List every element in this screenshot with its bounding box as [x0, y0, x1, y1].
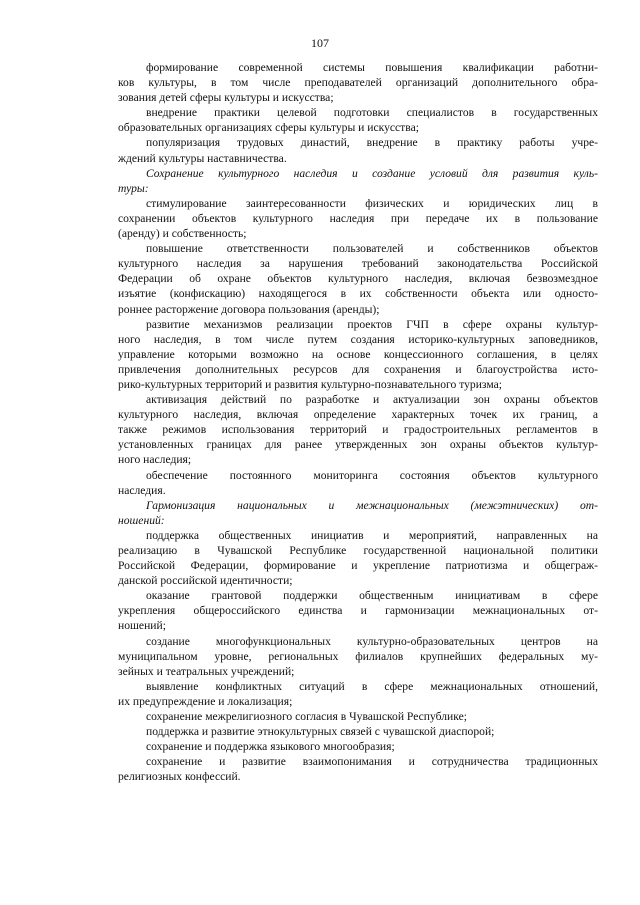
- text-line: ношений:: [118, 513, 165, 527]
- text-line: образовательных организациях сферы культуры и искусства;: [118, 121, 419, 135]
- text-line: популяризация трудовых династий, внедрение в практику работы учре-: [146, 136, 598, 150]
- text-line: религиозных конфессий.: [118, 770, 241, 784]
- text-line: управление которыми возможно на основе концессионного соглашения, в целях: [118, 347, 598, 361]
- text-line: формирование современной системы повышения квалификации работни-: [146, 61, 598, 74]
- text-line: обеспечение постоянного мониторинга состояния объектов культурного: [146, 468, 598, 482]
- text-line: муниципальном уровне, региональных филиалов крупнейших федеральных му-: [118, 649, 598, 663]
- text-line: также режимов использования территорий и градостроительных регламентов в: [118, 423, 598, 437]
- text-line: активизация действий по разработке и актуализации зон охраны объектов: [146, 393, 598, 407]
- text-line: развитие механизмов реализации проектов ГЧП в сфере охраны культур-: [146, 317, 598, 331]
- text-line: ного наследия;: [118, 453, 192, 467]
- text-line: ношений;: [118, 619, 166, 633]
- text-line: зейных и театральных учреждений;: [118, 664, 295, 678]
- text-line: привлечения дополнительных ресурсов для сохранения и благоустройства исто-: [118, 362, 598, 376]
- text-line: ждений культуры наставничества.: [118, 151, 287, 165]
- text-line: зования детей сферы культуры и искусства;: [118, 91, 334, 105]
- text-line: Российской Федерации, формирование и укрепление патриотизма и общеграж-: [118, 559, 598, 573]
- text-line: их предупреждение и локализация;: [118, 694, 293, 708]
- body-text: [118, 60, 598, 785]
- text-line: Сохранение культурного наследия и создание условий для развития куль-: [146, 166, 598, 180]
- text-line: роннее расторжение договора пользования (аренды);: [118, 302, 380, 316]
- text-line: культурного наследия за нарушения требований законодательства Российской: [118, 257, 598, 271]
- text-line: наследия.: [118, 483, 166, 497]
- text-line: культурного наследия, включая определение характерных точек их границ, а: [118, 408, 598, 422]
- text-line: сохранение и поддержка языкового многообразия;: [146, 740, 395, 754]
- text-line: реализацию в Чувашской Республике государственной национальной политики: [118, 544, 598, 557]
- text-line: поддержка общественных инициатив и мероприятий, направленных на: [146, 528, 598, 542]
- text-line: выявление конфликтных ситуаций в сфере межнациональных отношений,: [146, 679, 598, 693]
- text-line: укрепления общероссийского единства и гармонизации межнациональных от-: [118, 604, 598, 618]
- page-number: 107: [311, 36, 329, 50]
- text-line: ного наследия, в том числе путем создания историко-культурных заповедников,: [118, 332, 598, 346]
- text-line: туры:: [118, 181, 149, 195]
- text-line: создание многофункциональных культурно-образовательных центров на: [146, 634, 598, 648]
- text-line: поддержка и развитие этнокультурных связей с чувашской диаспорой;: [146, 725, 495, 739]
- text-line: рико-культурных территорий и развития культурно-познавательного туризма;: [118, 377, 502, 391]
- text-line: сохранение межрелигиозного согласия в Чувашской Республике;: [146, 710, 467, 724]
- text-line: сохранение и развитие взаимопонимания и сотрудничества традиционных: [146, 755, 598, 769]
- text-line: внедрение практики целевой подготовки специалистов в государственных: [146, 106, 598, 120]
- text-line: изъятие (конфискацию) находящегося в их собственности объекта или односто-: [118, 287, 598, 301]
- text-line: установленных границах для ранее утвержденных зон охраны объектов культур-: [118, 438, 598, 452]
- text-line: ков культуры, в том числе преподавателей организаций дополнительного обра-: [118, 76, 598, 90]
- text-line: Гармонизация национальных и межнациональных (межэтнических) от-: [146, 498, 598, 512]
- text-line: оказание грантовой поддержки общественным инициативам в сфере: [146, 589, 598, 603]
- text-line: стимулирование заинтересованности физических и юридических лиц в: [146, 196, 598, 210]
- text-line: (аренду) и собственность;: [118, 227, 247, 241]
- text-line: сохранении объектов культурного наследия при передаче их в пользование: [118, 211, 598, 225]
- text-line: данской российской идентичности;: [118, 574, 293, 588]
- text-line: Федерации об охране объектов культурного наследия, включая безвозмездное: [118, 272, 598, 286]
- text-line: повышение ответственности пользователей и собственников объектов: [146, 242, 598, 256]
